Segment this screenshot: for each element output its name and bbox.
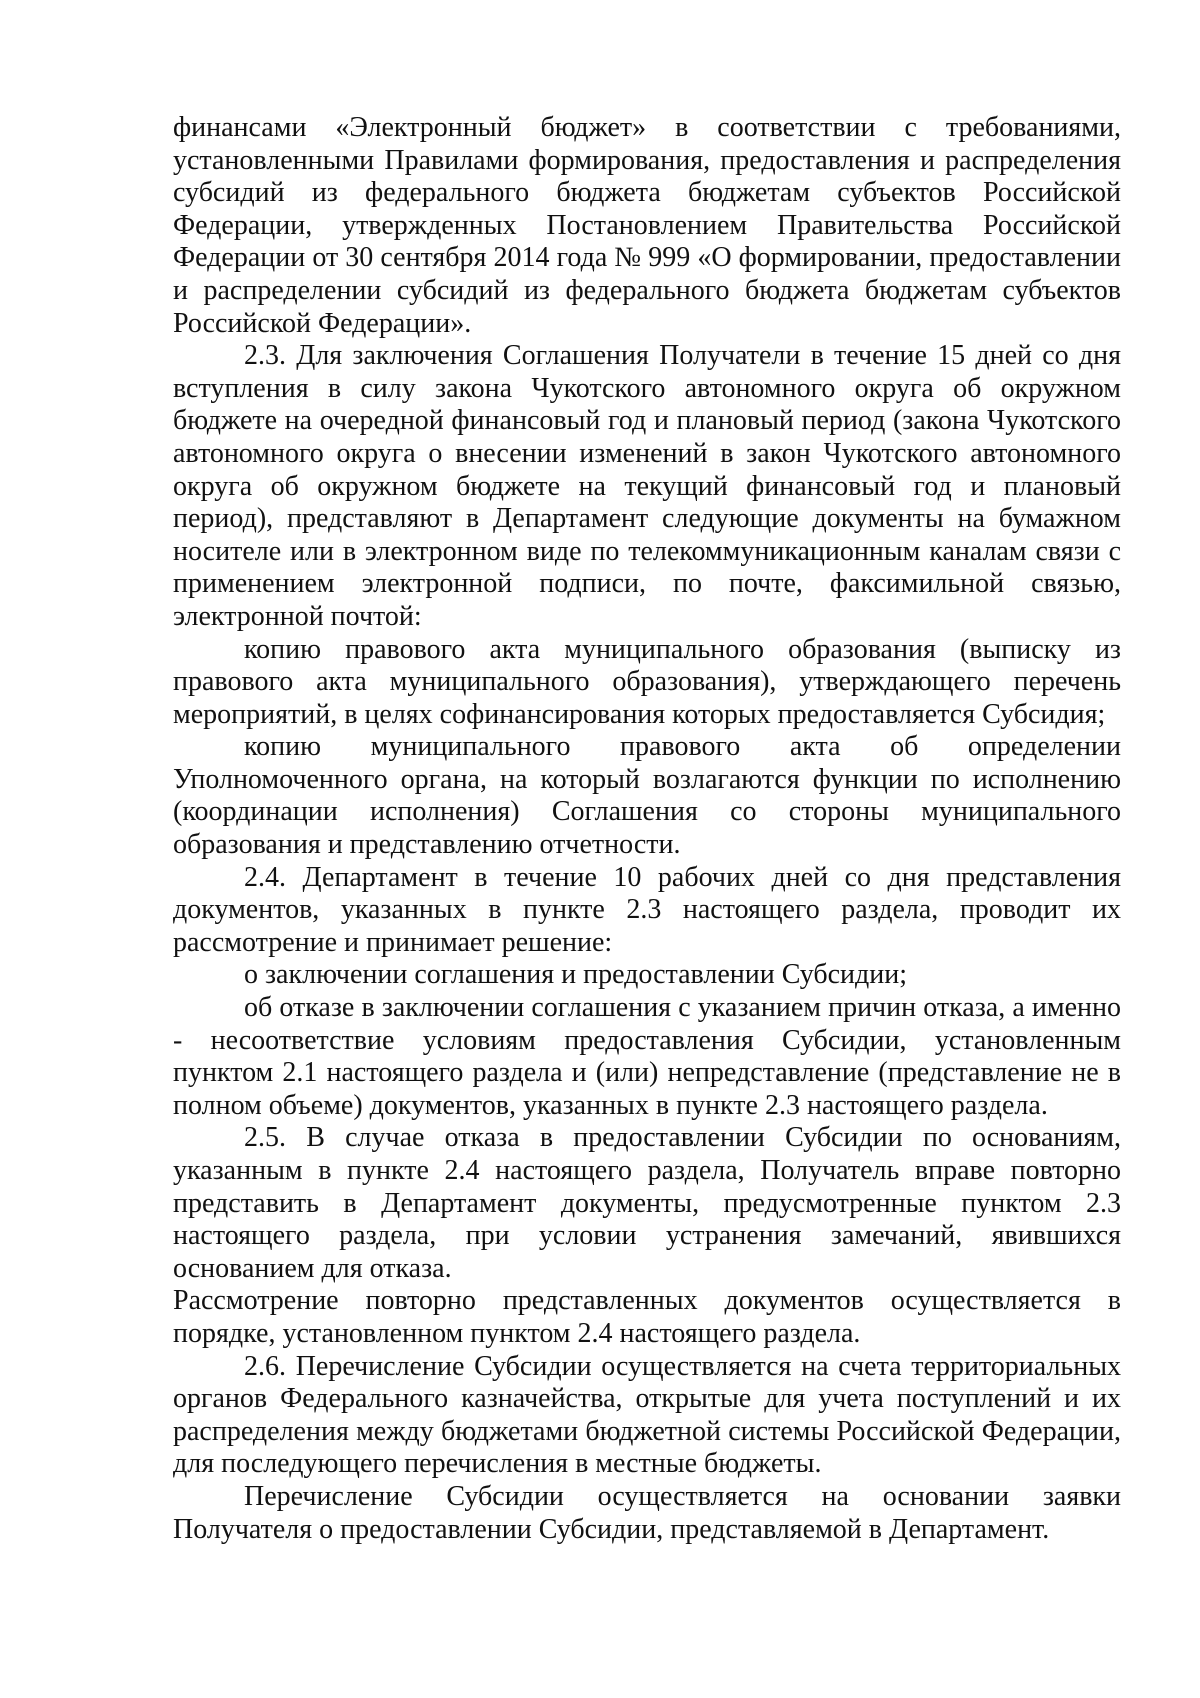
paragraph-2-6: 2.6. Перечисление Субсидии осуществляется на счета территориальных органов Федерального казначейства, открытые для учета поступлений и их распределения между бюджетами бюджетной системы Российской Федерации, для последующего перечисления в местные бюджеты. bbox=[173, 1350, 1121, 1480]
paragraph-electronic-budget: финансами «Электронный бюджет» в соответствии с требованиями, установленными Правилами формирования, предоставления и распределения субсидий из федерального бюджета бюджетам субъектов Российской Федерации, утвержденных Постановлением Правительства Российской Федерации от 30 сентября 2014 года № 999 «О формировании, предоставлении и распределении субсидий из федерального бюджета бюджетам субъектов Российской Федерации». bbox=[173, 112, 1121, 339]
paragraph-agreement-decision: о заключении соглашения и предоставлении Субсидии; bbox=[244, 959, 907, 991]
paragraph-refusal-decision: об отказе в заключении соглашения с указанием причин отказа, а именно - несоответствие условиям предоставления Субсидии, установленным пунктом 2.1 настоящего раздела и (или) непредставление (представление не в полном объеме) документов, указанных в пункте 2.3 настоящего раздела. bbox=[173, 992, 1121, 1121]
paragraph-2-3: 2.3. Для заключения Соглашения Получатели в течение 15 дней со дня вступления в силу закона Чукотского автономного округа об окружном бюджете на очередной финансовый год и плановый период (закона Чукотского автономного округа о внесении изменений в закон Чукотского автономного округа об окружном бюджете на текущий финансовый год и плановый период), представляют в Департамент следующие документы на бумажном носителе или в электронном виде по телекоммуникационным каналам связи с применением электронной подписи, по почте, факсимильной связью, электронной почтой: bbox=[173, 340, 1121, 632]
paragraph-2-4: 2.4. Департамент в течение 10 рабочих дней со дня представления документов, указанных в пункте 2.3 настоящего раздела, проводит их рассмотрение и принимает решение: bbox=[173, 861, 1121, 958]
paragraph-transfer-request: Перечисление Субсидии осуществляется на основании заявки Получателя о предоставлении Субсидии, представляемой в Департамент. bbox=[173, 1480, 1121, 1545]
paragraph-resubmission-review: Рассмотрение повторно представленных документов осуществляется в порядке, установленном пунктом 2.4 настоящего раздела. bbox=[173, 1285, 1121, 1349]
document-body bbox=[173, 112, 1121, 1546]
paragraph-2-5: 2.5. В случае отказа в предоставлении Субсидии по основаниям, указанным в пункте 2.4 настоящего раздела, Получатель вправе повторно представить в Департамент документы, предусмотренные пунктом 2.3 настоящего раздела, при условии устранения замечаний, явившихся основанием для отказа. bbox=[173, 1122, 1121, 1284]
paragraph-authorized-body-act: копию муниципального правового акта об определении Уполномоченного органа, на который возлагаются функции по исполнению (координации исполнения) Соглашения со стороны муниципального образования и представлению отчетности. bbox=[173, 731, 1121, 861]
paragraph-legal-act-copy: копию правового акта муниципального образования (выписку из правового акта муниципального образования), утверждающего перечень мероприятий, в целях софинансирования которых предоставляется Субсидия; bbox=[173, 633, 1121, 730]
